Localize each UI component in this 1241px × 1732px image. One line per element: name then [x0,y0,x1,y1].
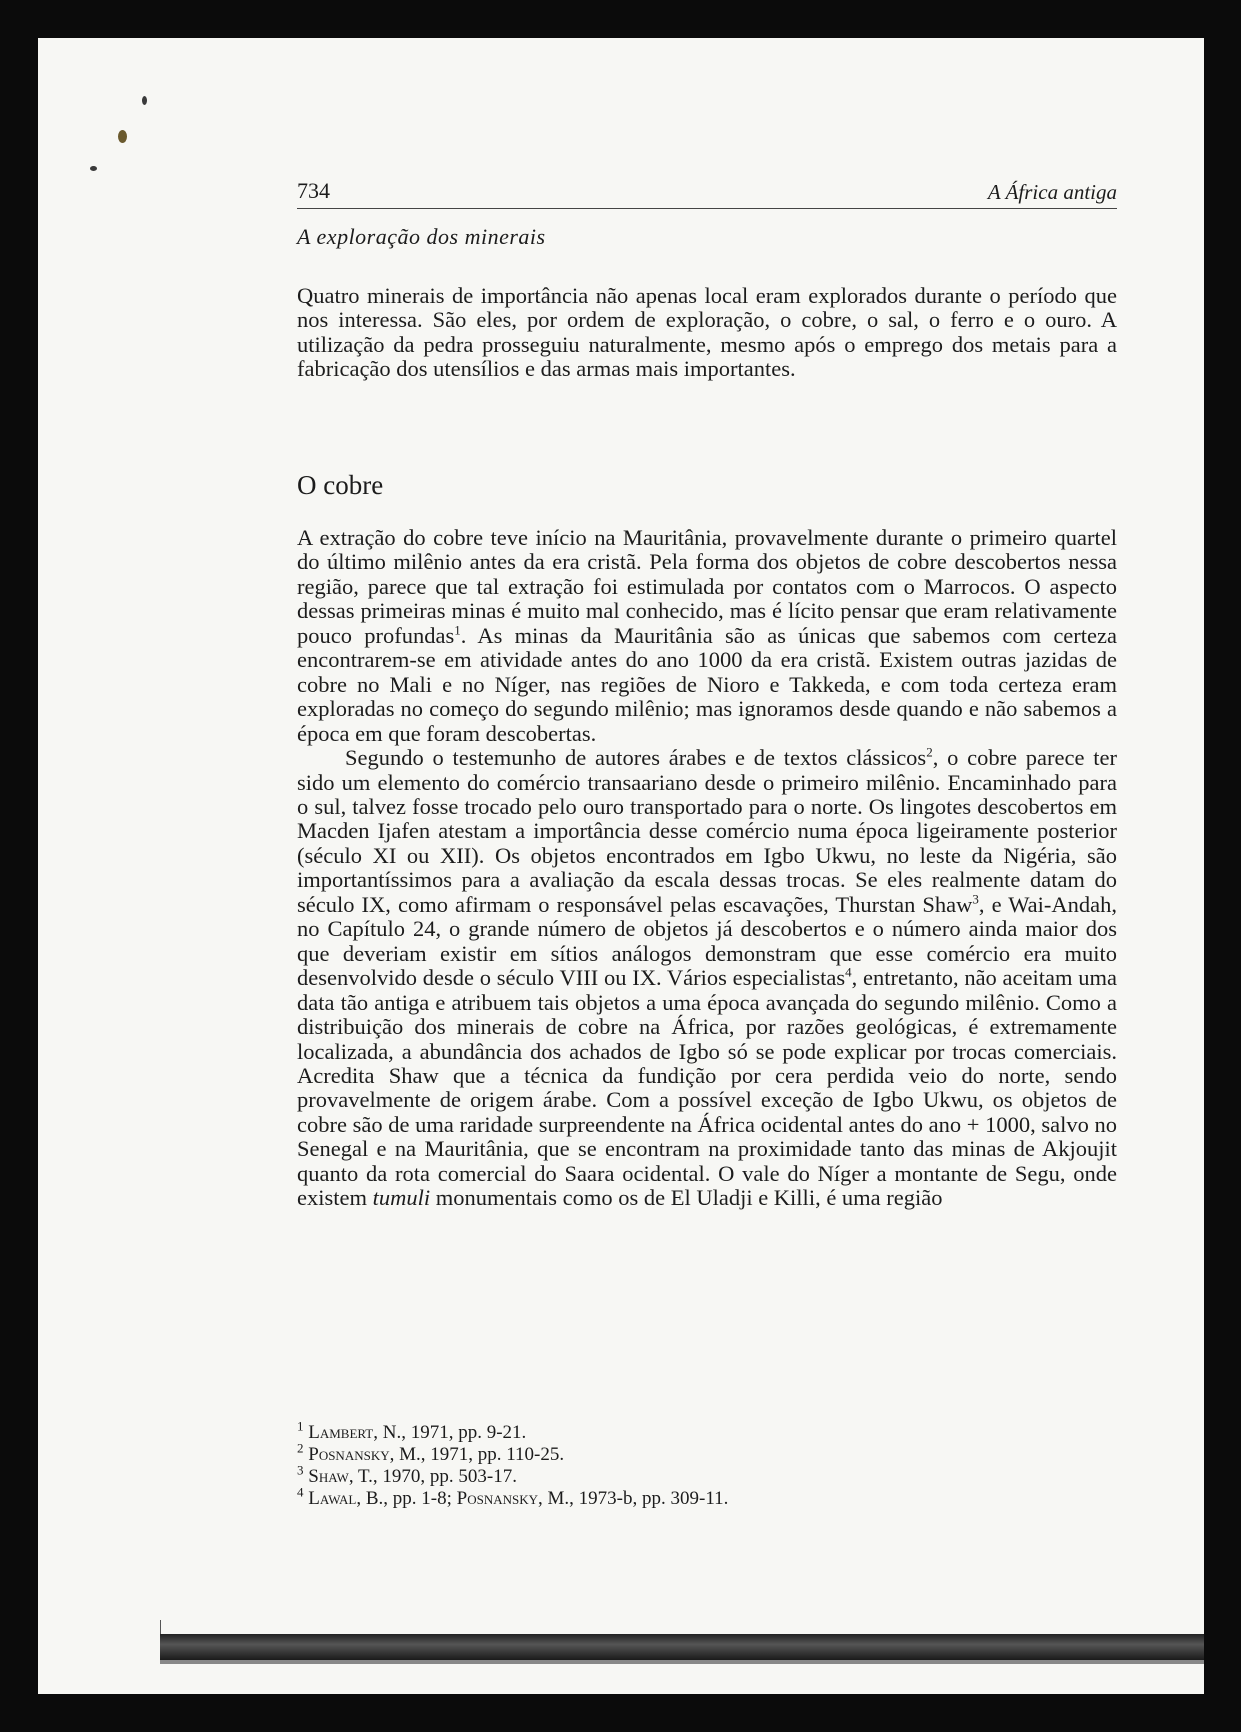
footnote-ref: 2 [926,744,933,760]
footnote-text: , T., 1970, pp. 503-17. [348,1466,518,1487]
footnote-author: Posnansky [456,1488,539,1509]
footnote-text: , M., 1971, pp. 110-25. [389,1444,565,1465]
footnote [297,1440,997,1466]
paragraph-2-text: , entretanto, não aceitam uma data tão antiga e atribuem tais objetos a uma época avançada do segundo milênio. Como a distribuição dos minerais de cobre na África, por razões geológicas, é extremamente localizada, a abundância dos achados de Igbo só se pode explicar por trocas comerciais. Acredita Shaw que a técnica da fundição por cera perdida veio do norte, sendo provavelmente de origem árabe. Com a possível exceção de Igbo Ukwu, os objetos de cobre são de uma raridade surpreendente na África ocidental antes do ano + 1000, salvo no Senegal e na Mauritânia, que se encontram na proximidade tanto das minas de Akjoujit quanto da rota comercial do Saara ocidental. O vale do Níger a montante de Segu, onde existem [297,965,1117,1211]
footnotes [297,1418,997,1510]
paragraph-2 [297,746,1117,1211]
scan-speck [90,166,97,171]
footnote-author: Shaw [308,1466,349,1487]
footnote-text: , B., pp. 1-8; [356,1488,457,1509]
footnote-ref: 1 [454,622,461,638]
paragraph-1-text: A extração do cobre teve início na Mauritânia, provavelmente durante o primeiro quartel do último milênio antes da era cristã. Pela forma dos objetos de cobre descobertos nessa região, parece que tal extração foi estimulada por contatos com o Marrocos. O aspecto dessas primeiras minas é muito mal conhecido, mas é lícito pensar que eram relativamente pouco profundas [297,525,1117,648]
section-heading: O cobre [297,470,384,500]
page-header [297,178,1117,209]
footnote-number: 2 [297,1440,304,1456]
footnote [297,1484,997,1510]
footnote-author: Lawal [308,1488,357,1509]
page-number: 734 [297,178,330,203]
running-head: A África antiga [987,180,1117,204]
paragraph-2-text: , e Wai-Andah, no Capítulo 24, o grande número de objetos já descobertos e o número ainda maior dos que deveriam existir em sítios análogos demonstram que esse comércio era muito desenvolvido desde o século VIII ou IX. Vários especialistas [297,891,1118,991]
scan-speck [118,130,127,143]
footnote-author: Posnansky [308,1444,390,1465]
paragraph-1 [297,526,1117,746]
section-subtitle: A exploração dos minerais [297,224,546,249]
paragraph-2-text: , o cobre parece ter sido um elemento do comércio transaariano desde o primeiro milênio. Encaminhado para o sul, talvez fosse trocado pelo ouro transportado para o norte. Os lingotes descobertos em Macden Ijafen atestam a importância desse comércio numa época ligeiramente posterior (século XI ou XII). Os objetos encontrados em Igbo Ukwu, no leste da Nigéria, são importantíssimos para a avaliação da escala dessas trocas. Se eles realmente datam do século IX, como afirmam o responsável pelas escavações, Thurstan Shaw [297,745,1117,917]
paragraph-1-text: . As minas da Mauritânia são as únicas que sabemos com certeza encontrarem-se em atividade antes do ano 1000 da era cristã. Existem outras jazidas de cobre no Mali e no Níger, nas regiões de Nioro e Takkeda, e com toda certeza eram exploradas no começo do segundo milênio; mas ignoramos desde quando e não sabemos a época em que foram descobertas. [297,622,1117,746]
footnote-number: 1 [297,1418,304,1434]
footnote [297,1462,997,1488]
paragraph-2-text: monumentais como os de El Uladji e Killi, é uma região [430,1185,943,1211]
paragraph-2-text: Segundo o testemunho de autores árabes e de textos clássicos [345,745,927,771]
footnote-ref: 4 [845,964,852,980]
scan-speck [142,96,147,105]
body-text [297,526,1117,1211]
scan-bottom-shadow [160,1634,1204,1660]
footnote-number: 3 [297,1462,304,1478]
footnote-ref: 3 [972,891,979,907]
footnote-author: Lambert [308,1422,374,1443]
italic-term: tumuli [372,1185,431,1211]
scan-bottom-edge [160,1660,1204,1664]
footnote [297,1418,997,1444]
footnote-text: , M., 1973-b, pp. 309-11. [538,1488,729,1509]
intro-paragraph: Quatro minerais de importância não apenas local eram explorados durante o período que nos interessa. São eles, por ordem de exploração, o cobre, o sal, o ferro e o ouro. A utilização da pedra prosseguiu naturalmente, mesmo após o emprego dos metais para a fabricação dos utensílios e das armas mais importantes. [297,283,1117,382]
footnote-number: 4 [297,1484,304,1500]
footnote-text: , N., 1971, pp. 9-21. [373,1422,527,1443]
